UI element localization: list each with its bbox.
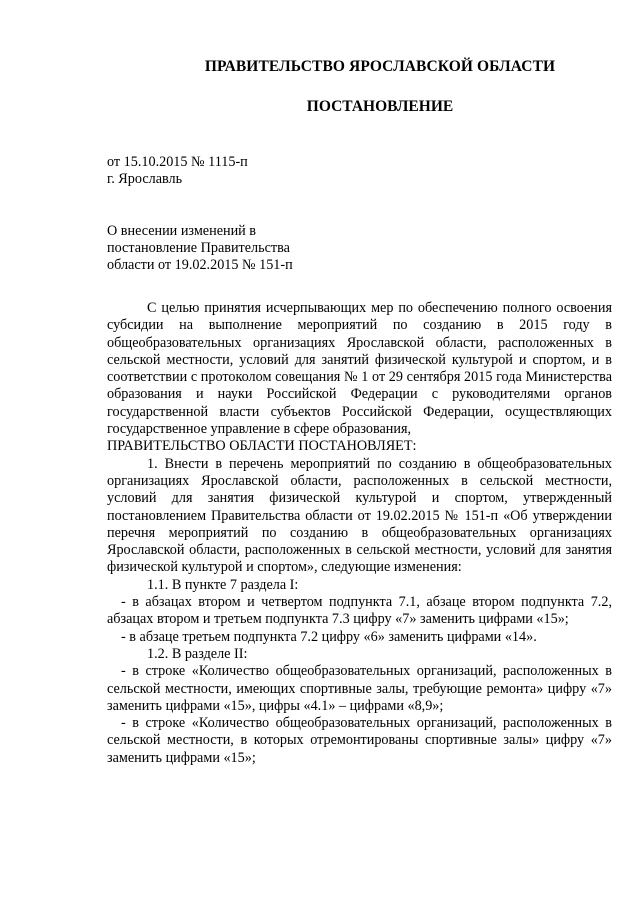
- document-type: ПОСТАНОВЛЕНИЕ: [306, 98, 454, 115]
- item-1-2-a: - в строке «Количество общеобразовательных организаций, расположенных в сельской местности, имеющих спортивные залы, требующие ремонта» цифру «7» заменить цифрами «15», цифры «4.1» – цифрами «8,9»;: [107, 663, 612, 714]
- item-1-1: 1.1. В пункте 7 раздела I:: [147, 576, 299, 593]
- item-1-1-b: - в абзаце третьем подпункта 7.2 цифру «6» заменить цифрами «14».: [121, 628, 537, 645]
- resolution-heading: ПРАВИТЕЛЬСТВО ОБЛАСТИ ПОСТАНОВЛЯЕТ:: [107, 438, 417, 455]
- document-meta: [107, 154, 248, 188]
- item-1-2: 1.2. В разделе II:: [147, 645, 248, 662]
- item-1: 1. Внести в перечень мероприятий по созданию в общеобразовательных организациях Ярославской области, расположенных в сельской местности, условий для занятия физической культурой и спортом, утвержденный постановлением Правительства области от 19.02.2015 № 151-п «Об утверждении перечня мероприятий по созданию в общеобразовательных организациях Ярославской области, расположенных в сельской местности, условий для занятия физической культурой и спортом», следующие изменения:: [107, 455, 612, 576]
- date-number: от 15.10.2015 № 1115-п: [107, 154, 248, 170]
- subject-line: постановление Правительства: [107, 240, 290, 256]
- document-body: [107, 300, 612, 767]
- city: г. Ярославль: [107, 171, 183, 187]
- government-title: ПРАВИТЕЛЬСТВО ЯРОСЛАВСКОЙ ОБЛАСТИ: [204, 58, 556, 75]
- subject-line: области от 19.02.2015 № 151-п: [107, 257, 293, 273]
- document-subject: [107, 223, 293, 274]
- preamble-paragraph: С целью принятия исчерпывающих мер по обеспечению полного освоения субсидии на выполнение мероприятий по созданию в 2015 году в общеобразовательных организациях Ярославской области, расположенных в сельской местности, условий для занятий физической культурой и спортом, и в соответствии с протоколом совещания № 1 от 29 сентября 2015 года Министерства образования и науки Российской Федерации с руководителями органов государственной власти субъектов Российской Федерации, осуществляющих государственное управление в сфере образования,: [107, 300, 612, 438]
- item-1-2-b: - в строке «Количество общеобразовательных организаций, расположенных в сельской местности, в которых отремонтированы спортивные залы» цифру «7» заменить цифрами «15»;: [107, 715, 612, 766]
- item-1-1-a: - в абзацах втором и четвертом подпункта 7.1, абзаце втором подпункта 7.2, абзацах втором и третьем подпункта 7.3 цифру «7» заменить цифрами «15»;: [107, 594, 612, 628]
- subject-line: О внесении изменений в: [107, 223, 257, 239]
